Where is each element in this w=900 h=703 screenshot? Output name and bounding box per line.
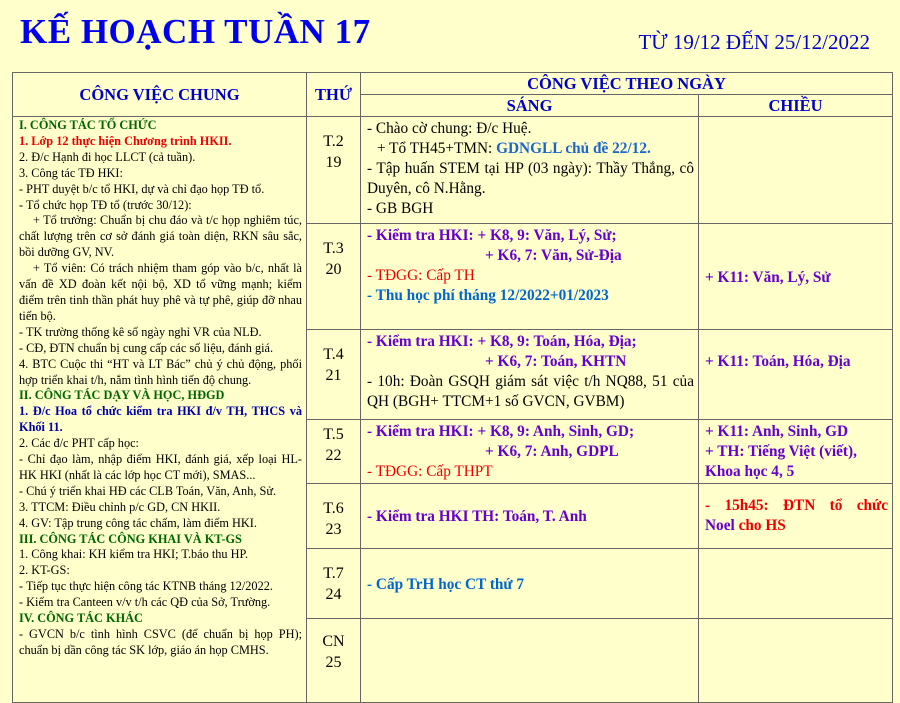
- day-label: T.2: [323, 133, 344, 150]
- header-day: THỨ: [307, 73, 361, 117]
- day-cell-mon: [307, 117, 361, 224]
- afternoon-cell-thu: [699, 420, 893, 484]
- task-line: - Cấp TrH học CT thứ 7: [367, 575, 525, 593]
- task-line: + K6, 7: Toán, KHTN: [485, 353, 627, 370]
- task-line: + K11: Văn, Lý, Sử: [705, 268, 831, 286]
- morning-cell-mon: [361, 117, 699, 224]
- general-line: 1. Lớp 12 thực hiện Chương trình HKII.: [19, 133, 232, 148]
- morning-cell-wed: [361, 330, 699, 420]
- header-afternoon: CHIỀU: [699, 95, 893, 117]
- task-line: - 15h45: ĐTN tổ chức: [705, 497, 888, 514]
- day-label: T.3: [323, 240, 344, 257]
- morning-cell-tue: [361, 224, 699, 330]
- general-line: - TK trường thống kê số ngày nghỉ VR của NLĐ.: [19, 324, 262, 339]
- day-label: T.5: [323, 426, 344, 443]
- afternoon-cell-wed: [699, 330, 893, 420]
- weekly-plan-table: [12, 72, 893, 703]
- afternoon-cell-sat: [699, 549, 893, 619]
- day-label: CN: [322, 633, 345, 650]
- task-line: Noel cho HS: [705, 517, 786, 534]
- section-heading: I. CÔNG TÁC TỔ CHỨC: [19, 118, 157, 132]
- general-line: 3. TTCM: Điều chỉnh p/c GD, CN HKII.: [19, 499, 221, 514]
- day-cell-sat: [307, 549, 361, 619]
- task-line: - Thu học phí tháng 12/2022+01/2023: [367, 287, 609, 304]
- task-line: - Tập huấn STEM tại HP (03 ngày): Thầy Thắng, cô Duyên, cô N.Hằng.: [367, 160, 694, 197]
- day-cell-thu: [307, 420, 361, 484]
- header-general: CÔNG VIỆC CHUNG: [13, 73, 307, 117]
- afternoon-cell-mon: [699, 117, 893, 224]
- day-cell-sun: [307, 619, 361, 703]
- general-line: 1. Công khai: KH kiểm tra HKI; T.báo thu HP.: [19, 547, 249, 562]
- general-line: 1. Đ/c Hoa tổ chức kiểm tra HKI đ/v TH, THCS và Khối 11.: [19, 404, 302, 435]
- day-date: 25: [325, 654, 342, 671]
- morning-cell-fri: [361, 484, 699, 549]
- day-cell-tue: [307, 224, 361, 330]
- general-line: 2. Các đ/c PHT cấp học:: [19, 436, 139, 451]
- header-daily: CÔNG VIỆC THEO NGÀY: [361, 73, 893, 95]
- morning-cell-thu: [361, 420, 699, 484]
- afternoon-cell-tue: [699, 224, 893, 330]
- section-heading: IV. CÔNG TÁC KHÁC: [19, 611, 143, 626]
- general-line: + Tổ viên: Có trách nhiệm tham góp vào b/c, nhất là vấn đề XD đoàn kết nội bộ, XD tổ vững mạnh; kiểm điểm trên tinh thần phát huy phê và tự phê, giúp đỡ nhau tiến bộ.: [19, 261, 302, 323]
- general-line: 4. BTC Cuộc thi “HT và LT Bác” chủ ý chủ động, phối hợp triển khai t/h, nắm tình hình tiến độ chung.: [19, 356, 302, 387]
- section-heading: III. CÔNG TÁC CÔNG KHAI VÀ KT-GS: [19, 531, 242, 546]
- day-date: 22: [325, 447, 342, 464]
- general-line: - Tiếp tục thực hiện công tác KTNB tháng 12/2022.: [19, 579, 273, 594]
- general-line: - PHT duyệt b/c tổ HKI, dự và chỉ đạo họp TĐ tổ.: [19, 181, 265, 196]
- header-morning: SÁNG: [361, 95, 699, 117]
- task-line: + TH: Tiếng Việt (viết), Khoa học 4, 5: [705, 443, 857, 480]
- day-label: T.4: [323, 346, 344, 363]
- task-line: + K11: Anh, Sinh, GD: [705, 423, 849, 440]
- task-line: + K11: Toán, Hóa, Địa: [705, 353, 851, 370]
- general-line: - GVCN b/c tình hình CSVC (để chuẩn bị họp PH); chuẩn bị dần công tác SK lớp, giáo án họp CMHS.: [19, 627, 302, 657]
- day-date: 21: [325, 367, 342, 384]
- task-line: - 10h: Đoàn GSQH giám sát việc t/h NQ88, 51 của QH (BGH+ TTCM+1 số GVCN, GVBM): [367, 373, 694, 410]
- day-date: 20: [325, 261, 342, 278]
- general-line: 2. Đ/c Hạnh đi học LLCT (cả tuần).: [19, 149, 196, 164]
- general-line: - Chú ý triển khai HĐ các CLB Toán, Văn, Anh, Sử.: [19, 483, 277, 498]
- morning-cell-sun: [361, 619, 699, 703]
- page-title: KẾ HOẠCH TUẦN 17: [20, 12, 371, 51]
- general-line: 3. Công tác TĐ HKI:: [19, 165, 123, 180]
- task-line: - Kiểm tra HKI: + K8, 9: Văn, Lý, Sử;: [367, 227, 617, 244]
- task-line: + K6, 7: Văn, Sử-Địa: [485, 247, 622, 264]
- task-line: - Kiểm tra HKI: + K8, 9: Anh, Sinh, GD;: [367, 423, 635, 440]
- task-line: - Kiểm tra HKI TH: Toán, T. Anh: [367, 508, 587, 525]
- general-line: - Tổ chức họp TĐ tổ (trước 30/12):: [19, 197, 192, 212]
- morning-cell-sat: [361, 549, 699, 619]
- date-range: TỪ 19/12 ĐẾN 25/12/2022: [638, 30, 870, 54]
- afternoon-cell-fri: [699, 484, 893, 549]
- task-line: - TĐGG: Cấp TH: [367, 267, 475, 284]
- task-highlight: GDNGLL chủ đề 22/12.: [496, 140, 651, 157]
- task-line: - Chào cờ chung: Đ/c Huệ.: [367, 120, 532, 137]
- task-line: - GB BGH: [367, 200, 434, 217]
- afternoon-cell-sun: [699, 619, 893, 703]
- general-line: - CĐ, ĐTN chuẩn bị cung cấp các số liệu, đánh giá.: [19, 340, 274, 355]
- day-date: 23: [325, 521, 342, 538]
- general-line: - Chỉ đạo làm, nhập điểm HKI, đánh giá, xếp loại HL-HK HKI (nhất là các lớp học CT mới), SMAS...: [19, 452, 302, 482]
- general-line: + Tổ trưởng: Chuẩn bị chu đáo và t/c họp nghiêm túc, chất lượng trên cơ sở đánh giá toàn diện, RKN sâu sắc, bồi dưỡng GV, NV.: [19, 213, 302, 260]
- day-cell-wed: [307, 330, 361, 420]
- general-line: 2. KT-GS:: [19, 563, 70, 578]
- day-date: 19: [325, 154, 342, 171]
- task-line: + K6, 7: Anh, GDPL: [485, 443, 619, 460]
- day-label: T.7: [323, 565, 344, 582]
- task-line: - Kiểm tra HKI: + K8, 9: Toán, Hóa, Địa;: [367, 333, 637, 350]
- general-line: 4. GV: Tập trung công tác chấm, làm điểm HKI.: [19, 515, 257, 530]
- general-line: - Kiểm tra Canteen v/v t/h các QĐ của Sở, Trường.: [19, 595, 271, 610]
- day-cell-fri: [307, 484, 361, 549]
- day-label: T.6: [323, 500, 344, 517]
- task-line: + Tổ TH45+TMN: GDNGLL chủ đề 22/12.: [377, 140, 651, 157]
- general-tasks-cell: [13, 117, 307, 703]
- section-heading: II. CÔNG TÁC DẠY VÀ HỌC, HĐGD: [19, 388, 225, 403]
- day-date: 24: [325, 586, 342, 603]
- task-line: - TĐGG: Cấp THPT: [367, 463, 493, 480]
